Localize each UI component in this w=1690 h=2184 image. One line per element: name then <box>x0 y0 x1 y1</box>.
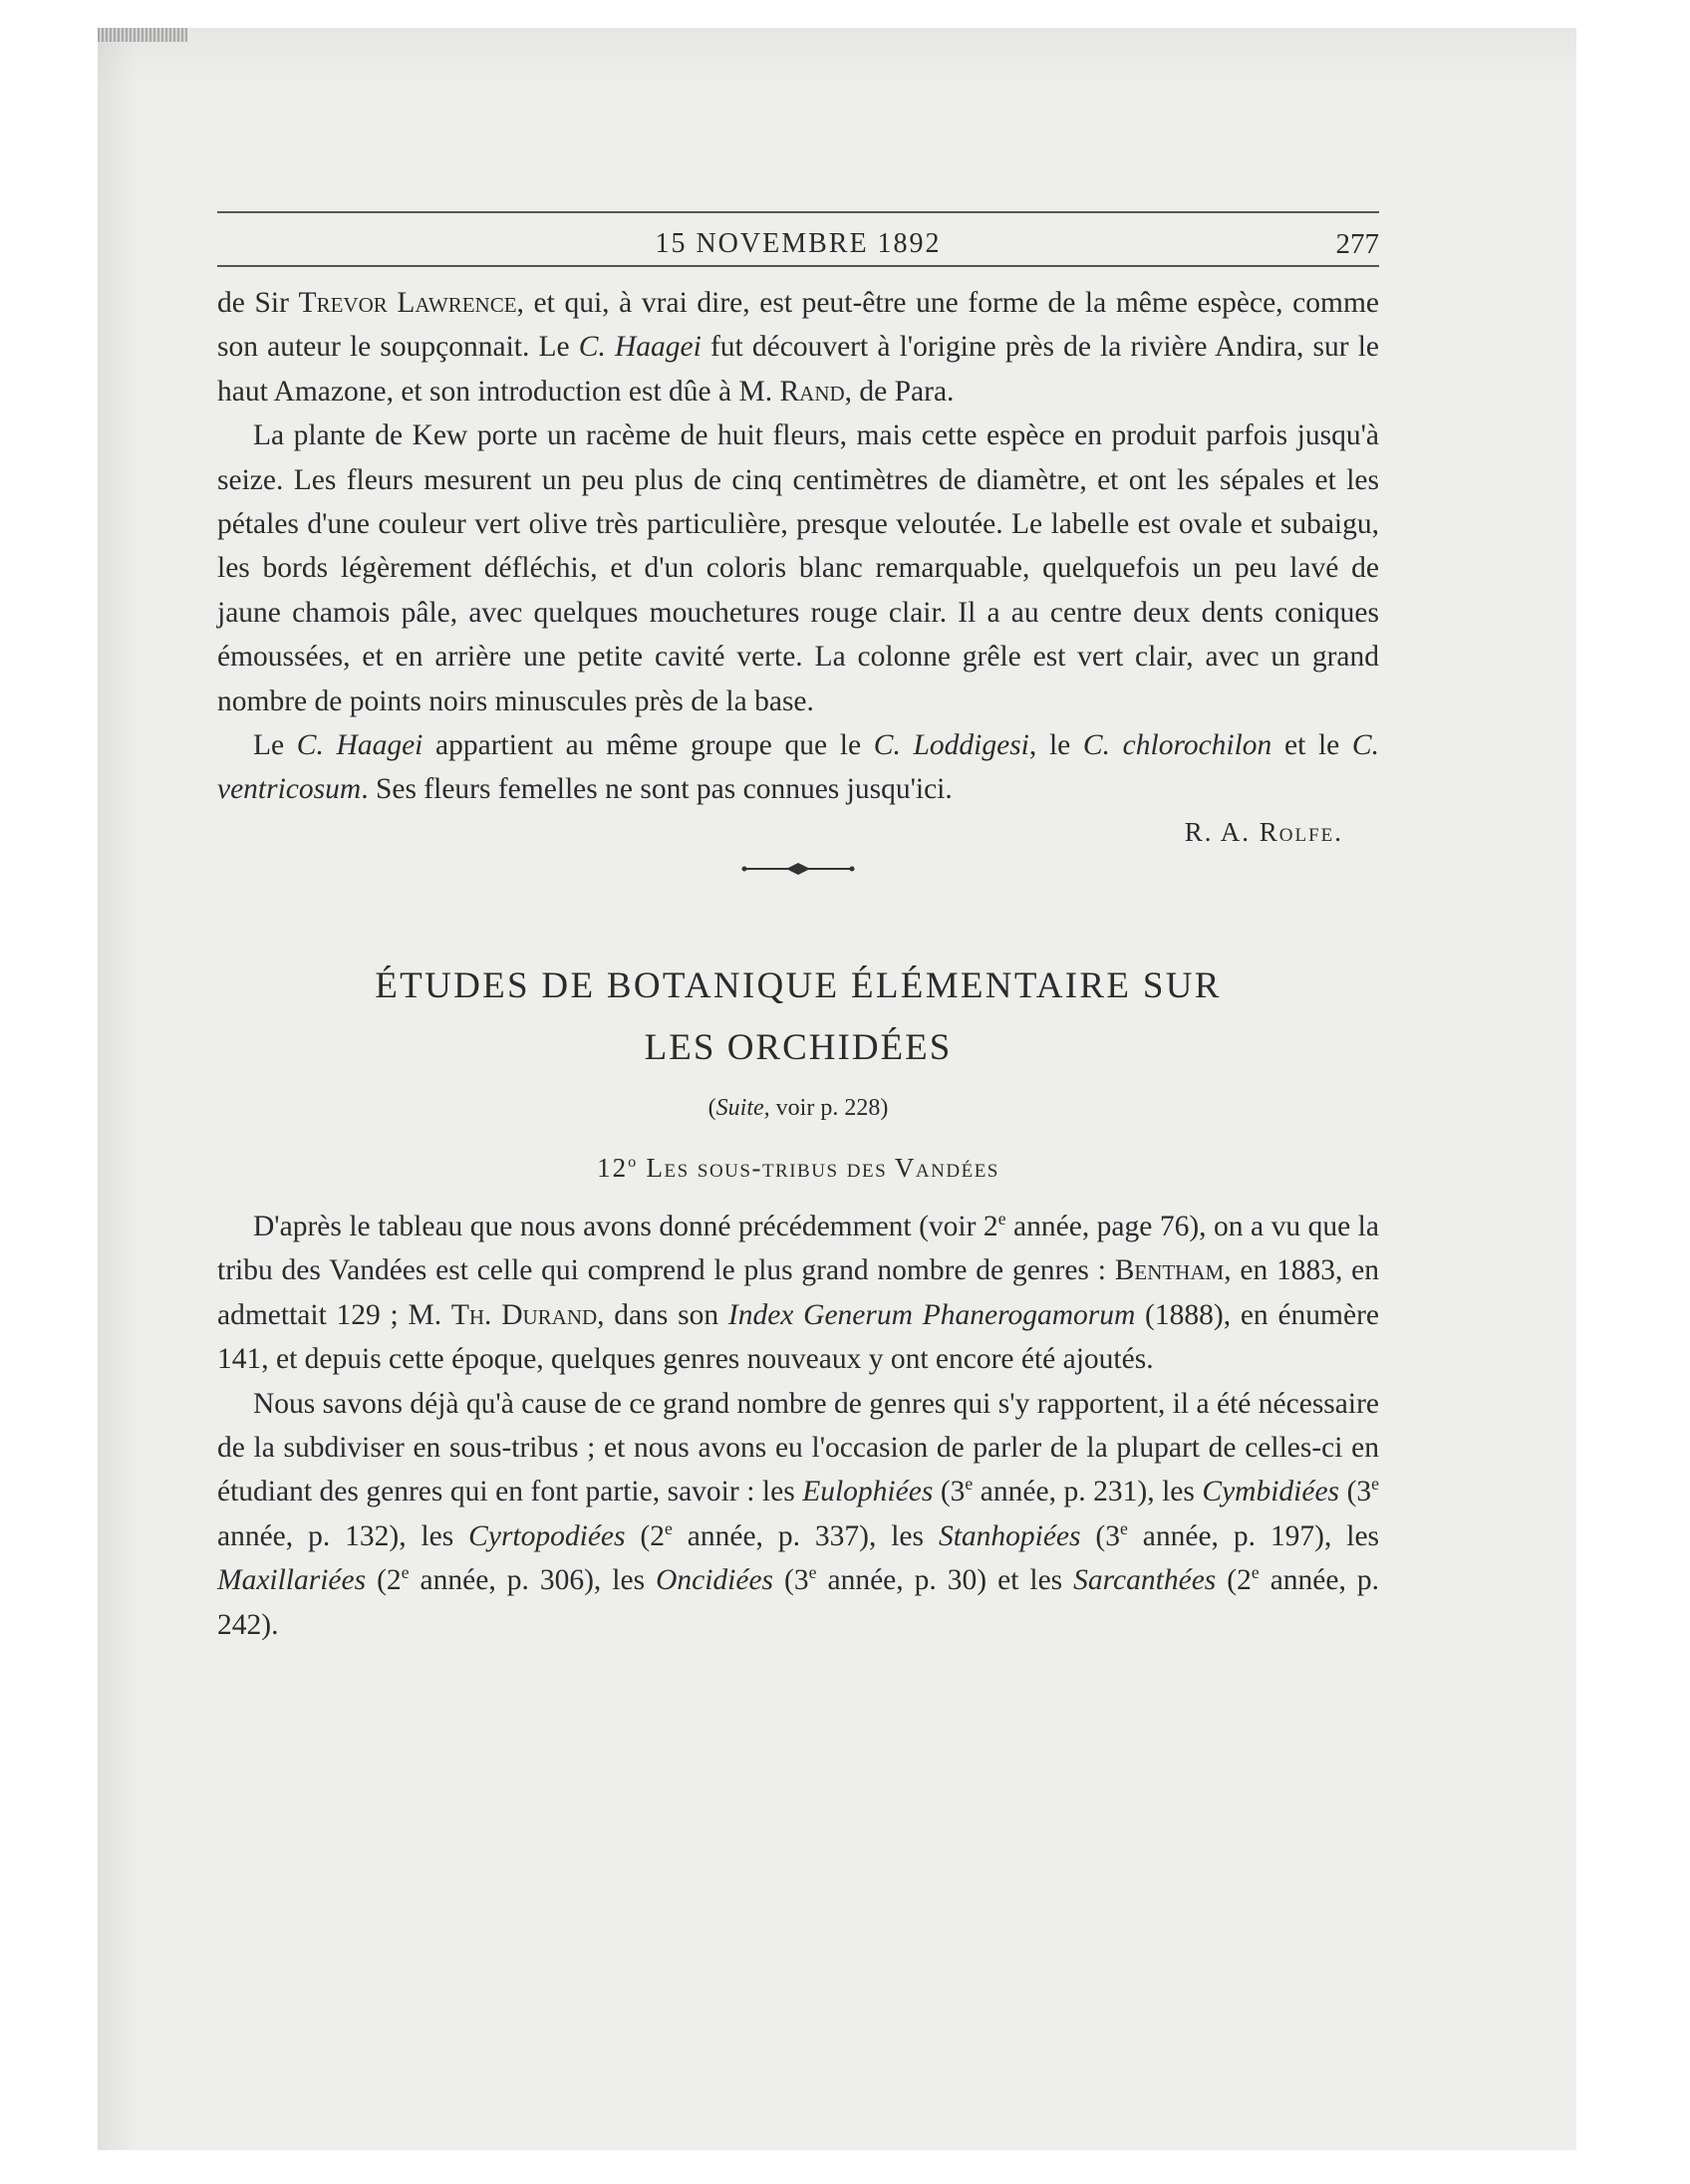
person-name: Trevor Lawrence <box>298 287 517 319</box>
divider-ornament <box>738 860 858 878</box>
person-name: Rand <box>779 375 845 408</box>
header-date: 15 NOVEMBRE 1892 <box>655 228 942 259</box>
continuation-note: (Suite, voir p. 228) <box>707 1094 889 1121</box>
article1-paragraph-3: Le C. Haagei appartient au même groupe que le C. Loddigesi, le C. chlorochilon et le C. ventricosum. Ses fleurs femelles ne sont pas connues jusqu'ici. <box>217 729 1379 806</box>
person-name: Bentham <box>1114 1254 1225 1287</box>
article-title-line-2: LES ORCHIDÉES <box>644 1026 953 1068</box>
article2-paragraph-1: D'après le tableau que nous avons donné précédemment (voir 2e année, page 76), on a vu que la tribu des Vandées est celle qui comprend le plus grand nombre de genres : Bentham, en 1883, en admettait 129 ; M. Th. Durand, dans son Index Generum Phanerogamorum (1888), en énumère 141, et depuis cette époque, quelques genres nouveaux y ont encore été ajoutés. <box>217 1209 1379 1376</box>
work-title: Index Generum Phanerogamorum <box>727 1298 1136 1331</box>
author-signature: R. A. Rolfe. <box>1184 816 1343 847</box>
species-name: C. Haagei <box>578 331 702 364</box>
article-title-line-1: ÉTUDES DE BOTANIQUE ÉLÉMENTAIRE SUR <box>375 964 1222 1006</box>
article1-paragraph-1: de Sir Trevor Lawrence, et qui, à vrai dire, est peut-être une forme de la même espèce, comme son auteur le soupçonnait. Le C. Haagei fut découvert à l'origine près de la rivière Andira, sur le haut Amazone, et son introduction est dûe à M. Rand, de Para. <box>217 287 1379 408</box>
article1-paragraph-2: La plante de Kew porte un racème de huit fleurs, mais cette espèce en produit parfois jusqu'à seize. Les fleurs mesurent un peu plus de cinq centimètres de diamètre, et ont les sépales et les pétales d'une couleur vert olive très particulière, presque veloutée. Le labelle est ovale et subaigu, les bords légèrement défléchis, et d'un coloris blanc remarquable, quelquefois un peu lavé de jaune chamois pâle, avec quelques mouchetures rouge clair. Il a au centre deux dents coniques émoussées, et en arrière une petite cavité verte. La colonne grêle est vert clair, avec un grand nombre de points noirs minuscules près de la base. <box>217 419 1379 717</box>
scan-edge-artifact <box>98 28 187 42</box>
section-heading: 12$^o$ Les sous-tribus des Vandées <box>597 1152 999 1183</box>
page-content <box>217 211 1379 1647</box>
person-name: Th. Durand <box>450 1298 598 1331</box>
page-number: 277 <box>1335 228 1379 260</box>
running-header <box>217 213 1379 265</box>
header-rule-bottom <box>217 265 1379 267</box>
article2-paragraph-2: Nous savons déjà qu'à cause de ce grand nombre de genres qui s'y rapportent, il a été nécessaire de la subdiviser en sous-tribus ; et nous avons eu l'occasion de parler de la plupart de celles-ci en étudiant des genres qui en font partie, savoir : les Eulophiées (3e année, p. 231), les Cymbidiées (3e année, p. 132), les Cyrtopodiées (2e année, p. 337), les Stanhopiées (3e année, p. 197), les Maxillariées (2e année, p. 306), les Oncidiées (3e année, p. 30) et les Sarcanthées (2e année, p. 242). <box>217 1387 1380 1641</box>
